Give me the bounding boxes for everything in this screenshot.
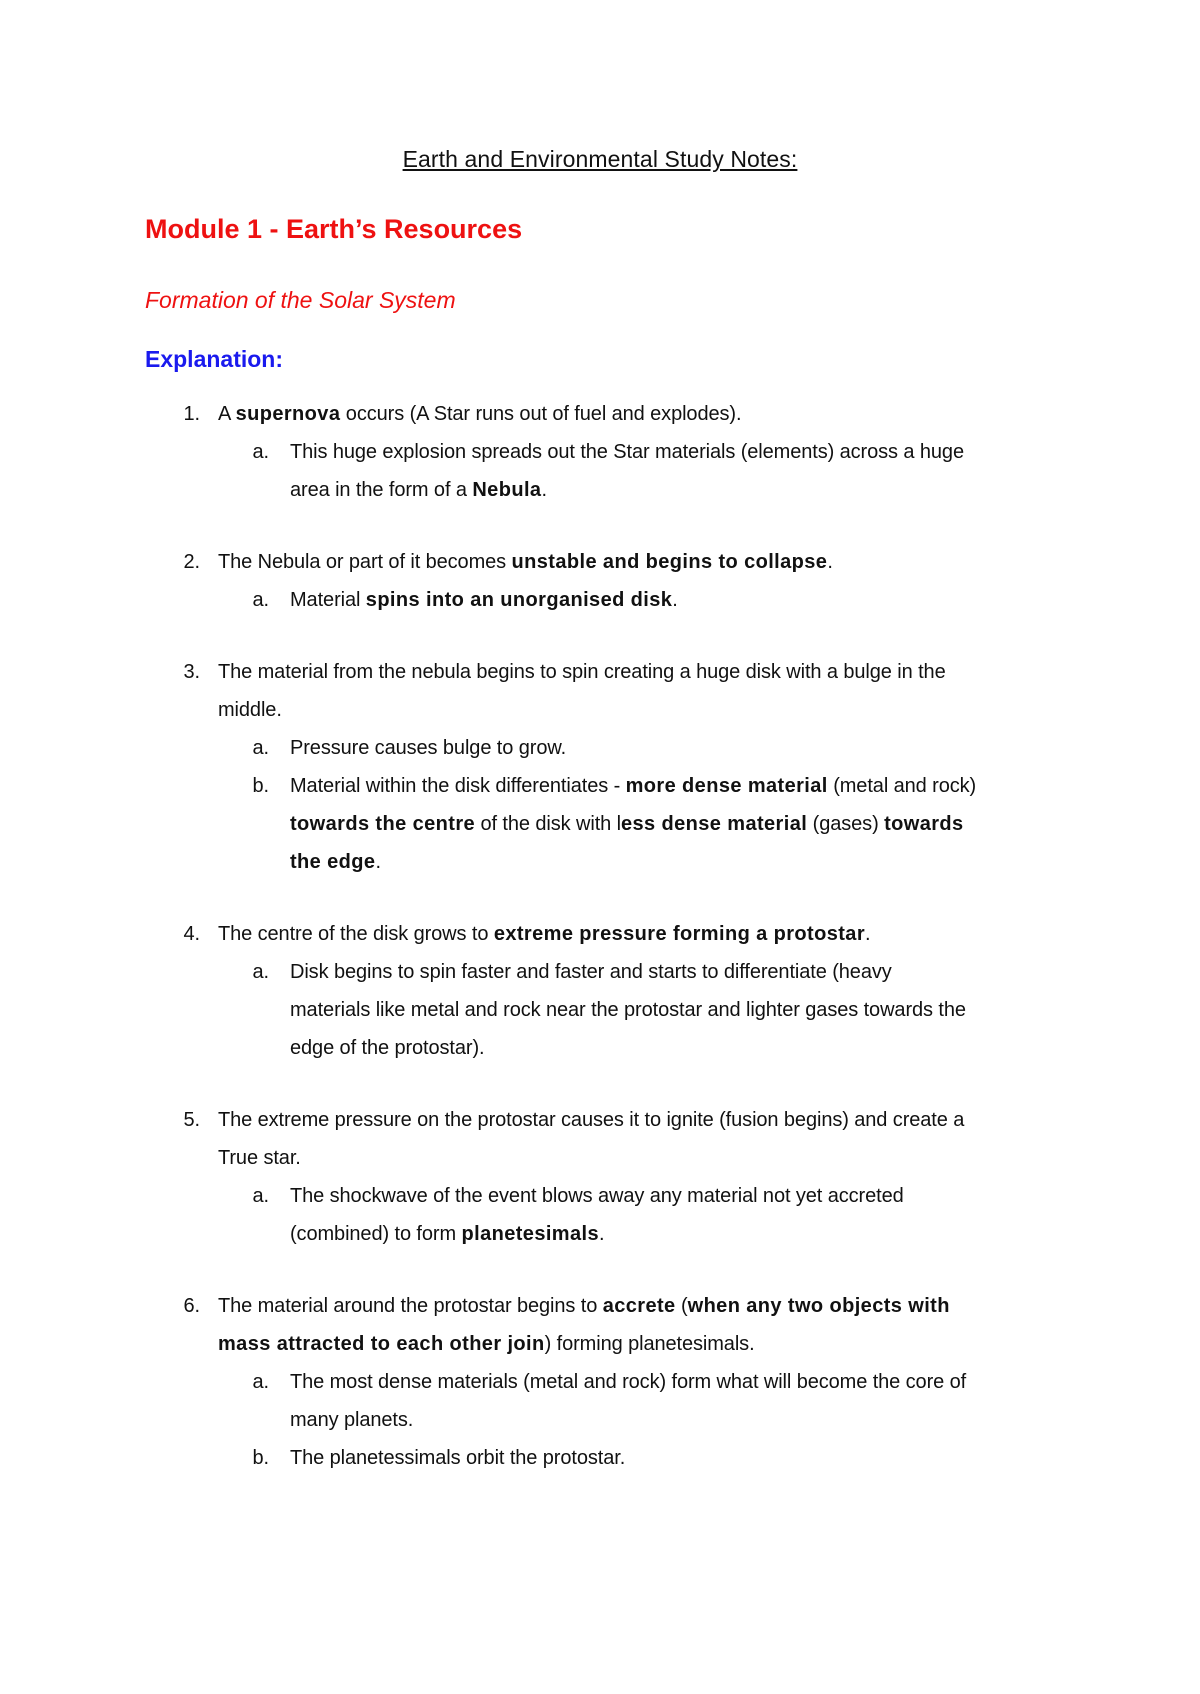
list-marker: 1. [183,403,200,425]
text-run: The Nebula or part of it becomes [218,551,512,573]
text-run: ) forming planetesimals. [544,1333,755,1355]
sub-item-line [290,1035,485,1061]
list-marker: 4. [183,923,200,945]
list-item-line [218,1145,301,1171]
bold-term: towards [884,813,964,835]
bold-term: planetesimals [461,1223,599,1245]
list-marker: a. [252,737,269,759]
text-run: materials like metal and rock near the protostar and lighter gases towards the [290,999,966,1021]
list-marker: 3. [183,661,200,683]
text-run: edge of the protostar). [290,1037,485,1059]
text-run: True star. [218,1147,301,1169]
list-item-line [218,1331,755,1357]
bold-term: extreme pressure forming a protostar [493,923,866,945]
bold-term: the edge [290,851,376,873]
list-marker: 5. [183,1109,200,1131]
sub-item-line [290,773,976,799]
text-run: The material from the nebula begins to spin creating a huge disk with a bulge in the [218,661,946,683]
text-run: area in the form of a [290,479,473,501]
bold-term: mass attracted to each other join [218,1333,545,1355]
bold-term: unstable and begins to collapse [511,551,828,573]
sub-item-line [290,587,678,613]
sub-item-line [290,849,381,875]
text-run: A [218,403,236,425]
text-run: The material around the protostar begins to [218,1295,603,1317]
explanation-heading: Explanation: [145,346,284,372]
list-marker: a. [252,1371,269,1393]
bold-term: spins into an unorganised disk [365,589,673,611]
bold-term: Nebula [472,479,542,501]
text-run: . [599,1223,605,1245]
document-title: Earth and Environmental Study Notes: [402,146,798,172]
bold-term: supernova [235,403,341,425]
text-run: Pressure causes bulge to grow. [290,737,567,759]
list-item-line [218,549,833,575]
text-run: occurs (A Star runs out of fuel and explodes). [340,403,742,425]
sub-item-line [290,1407,413,1433]
text-run: . [375,851,381,873]
text-run: Material [290,589,366,611]
text-run: The extreme pressure on the protostar causes it to ignite (fusion begins) and create a [218,1109,965,1131]
text-run: of the disk with l [475,813,621,835]
list-marker: b. [252,775,269,797]
list-marker: b. [252,1447,269,1469]
text-run: middle. [218,699,282,721]
list-item-line [218,401,741,427]
bold-term: accrete [602,1295,676,1317]
text-run: . [541,479,547,501]
text-run: many planets. [290,1409,414,1431]
list-marker: 6. [183,1295,200,1317]
list-item-line [218,697,282,723]
sub-item-line [290,1221,604,1247]
sub-item-line [290,1183,904,1209]
text-run: This huge explosion spreads out the Star materials (elements) across a huge [290,441,964,463]
sub-item-line [290,959,892,985]
sub-item-line [290,439,964,465]
module-heading: Module 1 - Earth’s Resources [145,214,523,244]
bold-term: more dense material [625,775,828,797]
sub-item-line [290,735,566,761]
list-marker: a. [252,961,269,983]
list-item-line [218,659,946,685]
text-run: . [865,923,871,945]
text-run: The shockwave of the event blows away any material not yet accreted [290,1185,904,1207]
text-run: ( [675,1295,688,1317]
text-run: (combined) to form [290,1223,462,1245]
text-run: (metal and rock) [827,775,977,797]
text-run: The centre of the disk grows to [218,923,494,945]
section-heading: Formation of the Solar System [145,287,456,313]
text-run: The most dense materials (metal and rock) form what will become the core of [290,1371,967,1393]
list-marker: 2. [183,551,200,573]
text-run: The planetessimals orbit the protostar. [290,1447,626,1469]
text-run: . [672,589,678,611]
list-marker: a. [252,589,269,611]
sub-item-line [290,1445,625,1471]
text-run: . [827,551,833,573]
list-item-line [218,921,870,947]
list-item-line [218,1107,964,1133]
sub-item-line [290,1369,966,1395]
bold-term: ess dense material [620,813,808,835]
bold-term: towards the centre [290,813,476,835]
sub-item-line [290,811,964,837]
sub-item-line [290,997,966,1023]
text-run: (gases) [807,813,885,835]
text-run: Material within the disk differentiates - [290,775,626,797]
list-item-line [218,1293,950,1319]
list-marker: a. [252,441,269,463]
bold-term: when any two objects with [687,1295,950,1317]
sub-item-line [290,477,547,503]
list-marker: a. [252,1185,269,1207]
text-run: Disk begins to spin faster and faster and starts to differentiate (heavy [290,961,892,983]
